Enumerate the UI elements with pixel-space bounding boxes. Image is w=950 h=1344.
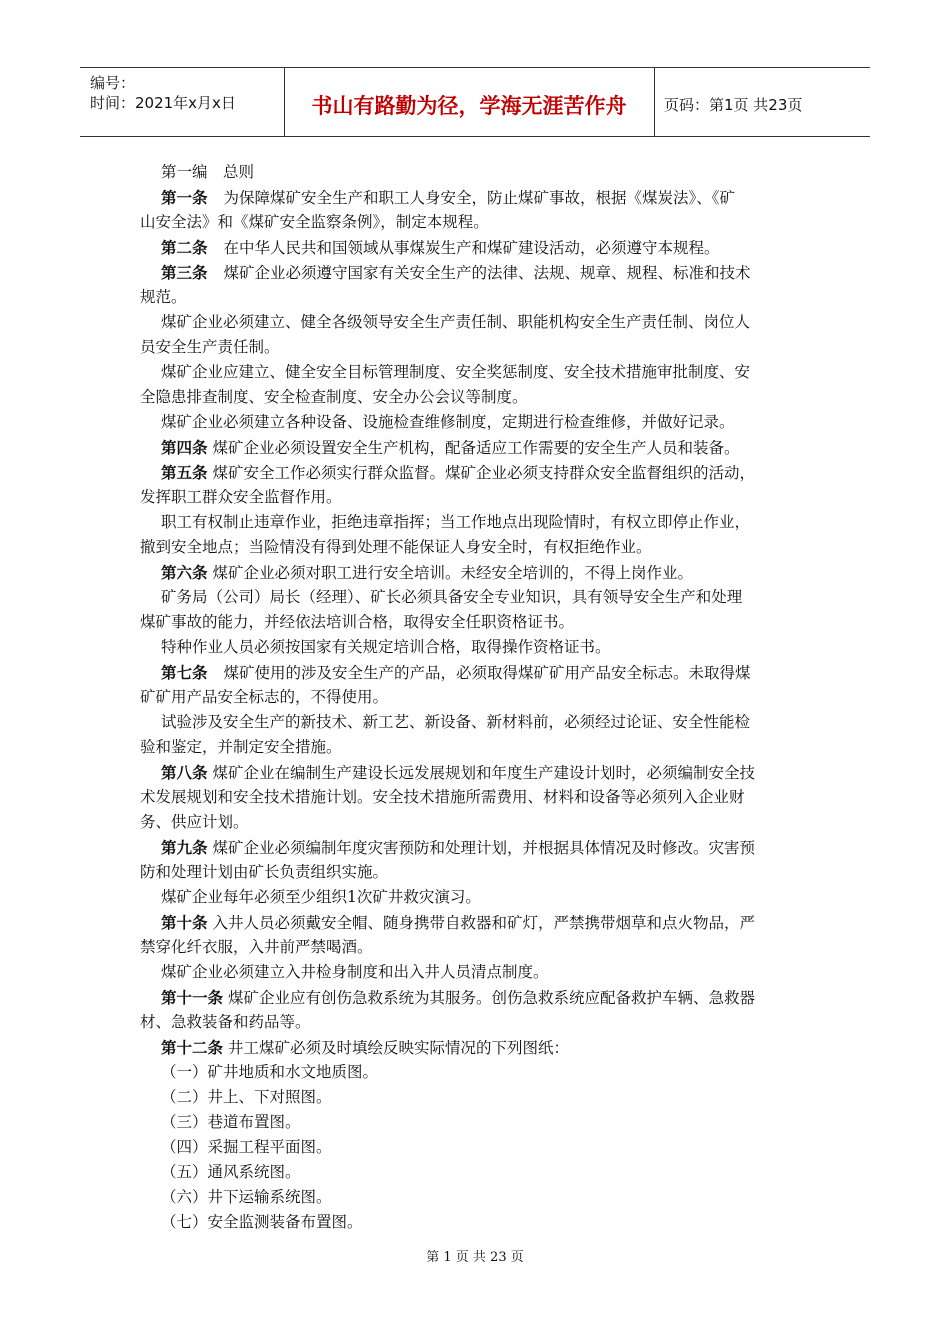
- paragraph-line: 全隐患排查制度、安全检查制度、安全办公会议等制度。: [140, 388, 528, 406]
- article-2-line-1: [140, 235, 810, 260]
- article-8-line-3: 务、供应计划。: [140, 813, 249, 831]
- list-item: （四）采掘工程平面图。: [161, 1138, 332, 1156]
- article-text: 煤矿企业必须设置安全生产机构，配备适应工作需要的安全生产人员和装备。: [212, 439, 740, 457]
- article-number: 第五条: [161, 463, 208, 482]
- list-item: （五）通风系统图。: [161, 1163, 301, 1181]
- article-text: 煤矿企业必须对职工进行安全培训。未经安全培训的，不得上岗作业。: [212, 564, 693, 582]
- article-text: 煤矿企业在编制生产建设长远发展规划和年度生产建设计划时，必须编制安全技: [212, 764, 755, 782]
- article-text: 煤矿企业必须编制年度灾害预防和处理计划，并根据具体情况及时修改。灾害预: [212, 839, 755, 857]
- list-item: （六）井下运输系统图。: [161, 1188, 332, 1206]
- header-left-cell: [80, 68, 285, 136]
- article-3-line-2: 规范。: [140, 288, 187, 306]
- article-11-line-1: [140, 985, 810, 1010]
- paragraph-line: 特种作业人员必须按国家有关规定培训合格，取得操作资格证书。: [161, 638, 611, 656]
- article-1-line-2: 山安全法》和《煤矿安全监察条例》，制定本规程。: [140, 213, 489, 231]
- article-text: 煤矿企业必须遵守国家有关安全生产的法律、法规、规章、规程、标准和技术: [223, 264, 751, 282]
- article-number: 第二条: [161, 238, 208, 257]
- paragraph-line: 员安全生产责任制。: [140, 338, 280, 356]
- paragraph-line: 煤矿事故的能力，并经依法培训合格，取得安全任职资格证书。: [140, 613, 575, 631]
- article-text: 在中华人民共和国领域从事煤炭生产和煤矿建设活动，必须遵守本规程。: [223, 239, 720, 257]
- paragraph-line: 煤矿企业必须建立入井检身制度和出入井人员清点制度。: [161, 963, 549, 981]
- article-9-line-2: 防和处理计划由矿长负责组织实施。: [140, 863, 389, 881]
- paragraph-line: 职工有权制止违章作业，拒绝违章指挥；当工作地点出现险情时，有权立即停止作业，: [161, 513, 751, 531]
- paragraph-line: 煤矿企业必须建立各种设备、设施检查维修制度，定期进行检查维修，并做好记录。: [161, 413, 735, 431]
- article-11-line-2: 材、急救装备和药品等。: [140, 1013, 311, 1031]
- header-page-cell: [654, 68, 870, 136]
- article-number: 第九条: [161, 838, 208, 857]
- article-10-line-1: [140, 910, 810, 935]
- article-text: 入井人员必须戴安全帽、随身携带自救器和矿灯，严禁携带烟草和点火物品，严: [212, 914, 755, 932]
- time-line: 时间：2021年x月x日: [90, 94, 236, 112]
- article-12-line-1: [140, 1035, 810, 1060]
- article-7-line-2: 矿矿用产品安全标志的，不得使用。: [140, 688, 389, 706]
- page-info: 页码：第1页 共23页: [664, 96, 803, 114]
- article-7-line-1: [140, 660, 810, 685]
- page-footer: 第 1 页 共 23 页: [426, 1250, 524, 1265]
- article-8-line-1: [140, 760, 810, 785]
- article-9-line-1: [140, 835, 810, 860]
- article-number: 第四条: [161, 438, 208, 457]
- article-text: 煤矿使用的涉及安全生产的产品，必须取得煤矿矿用产品安全标志。未取得煤: [223, 664, 751, 682]
- list-item: （一）矿井地质和水文地质图。: [161, 1063, 379, 1081]
- article-text: 煤矿企业应有创伤急救系统为其服务。创伤急救系统应配备救护车辆、急救器: [227, 989, 755, 1007]
- paragraph-line: 矿务局（公司）局长（经理）、矿长必须具备安全专业知识，具有领导安全生产和处理: [161, 588, 743, 606]
- article-number: 第十一条: [161, 988, 224, 1007]
- article-4-line-1: [140, 435, 810, 460]
- article-number: 第一条: [161, 188, 208, 207]
- article-number: 第六条: [161, 563, 208, 582]
- article-6-line-1: [140, 560, 810, 585]
- list-item: （七）安全监测装备布置图。: [161, 1213, 363, 1231]
- article-1-line-1: [140, 185, 810, 210]
- list-item: （二）井上、下对照图。: [161, 1088, 332, 1106]
- paragraph-line: 煤矿企业每年必须至少组织1次矿井救灾演习。: [161, 888, 481, 906]
- article-text: 煤矿安全工作必须实行群众监督。煤矿企业必须支持群众安全监督组织的活动，: [212, 464, 755, 482]
- article-8-line-2: 术发展规划和安全技术措施计划。安全技术措施所需费用、材料和设备等必须列入企业财: [140, 788, 745, 806]
- article-5-line-2: 发挥职工群众安全监督作用。: [140, 488, 342, 506]
- article-3-line-1: [140, 260, 810, 285]
- paragraph-line: 煤矿企业应建立、健全安全目标管理制度、安全奖惩制度、安全技术措施审批制度、安: [161, 363, 751, 381]
- paragraph-line: 验和鉴定，并制定安全措施。: [140, 738, 342, 756]
- article-number: 第三条: [161, 263, 208, 282]
- page-header: [80, 67, 870, 137]
- motto: 书山有路勤为径，学海无涯苦作舟: [311, 94, 627, 118]
- article-text: 井工煤矿必须及时填绘反映实际情况的下列图纸：: [227, 1039, 569, 1057]
- paragraph-line: 煤矿企业必须建立、健全各级领导安全生产责任制、职能机构安全生产责任制、岗位人: [161, 313, 751, 331]
- article-number: 第七条: [161, 663, 208, 682]
- article-number: 第八条: [161, 763, 208, 782]
- article-5-line-1: [140, 460, 810, 485]
- code-label: 编号：: [90, 74, 136, 92]
- list-item: （三）巷道布置图。: [161, 1113, 301, 1131]
- paragraph-line: 撤到安全地点；当险情没有得到处理不能保证人身安全时，有权拒绝作业。: [140, 538, 652, 556]
- paragraph-line: 试验涉及安全生产的新技术、新工艺、新设备、新材料前，必须经过论证、安全性能检: [161, 713, 751, 731]
- header-motto-cell: [284, 68, 655, 136]
- document-body: [140, 160, 810, 1235]
- article-number: 第十二条: [161, 1038, 224, 1057]
- article-number: 第十条: [161, 913, 208, 932]
- article-text: 为保障煤矿安全生产和职工人身安全，防止煤矿事故，根据《煤炭法》、《矿: [223, 189, 736, 207]
- article-10-line-2: 禁穿化纤衣服，入井前严禁喝酒。: [140, 938, 373, 956]
- part-title: 第一编 总则: [161, 163, 255, 181]
